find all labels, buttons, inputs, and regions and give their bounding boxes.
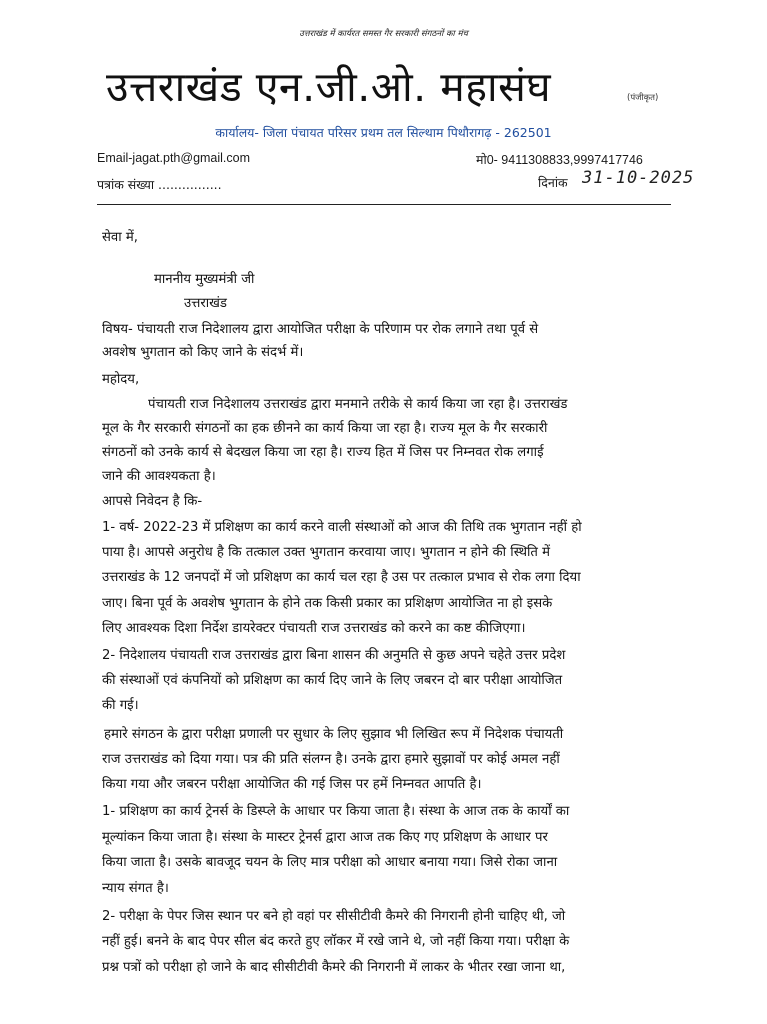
point-line: पाया है। आपसे अनुरोध है कि तत्काल उक्त भुगतान करवाया जाए। भुगतान न होने की स्थिति में [102,545,551,560]
point-line: 2- निदेशालय पंचायती राज उत्तराखंड द्वारा बिना शासन की अनुमति से कुछ अपने चहेते उत्तर प्रदेश [102,648,566,663]
paragraph-line: संगठनों को उनके कार्य से बेदखल किया जा रहा है। राज्य हित में जिस पर निम्नवत रोक लगाई [102,445,544,460]
point-line: मूल्यांकन किया जाता है। संस्था के मास्टर ट्रेनर्स द्वारा आज तक किए गए प्रशिक्षण के आधार पर [102,830,548,845]
office-address: कार्यालय- जिला पंचायत परिसर प्रथम तल सिल्थाम पिथौरागढ़ - 262501 [215,125,552,140]
mobile-numbers: मो0- 9411308833,9997417746 [476,153,643,167]
registered-mark: (पंजीकृत) [627,93,659,103]
date-label: दिनांक [538,175,568,190]
reference-number: पत्रांक संख्या ................ [97,177,222,192]
addressee-state: उत्तराखंड [184,296,227,311]
point-line: प्रश्न पत्रों को परीक्षा हो जाने के बाद सीसीटीवी कैमरे की निगरानी में लाकर के भीतर रखा जाना था, [102,960,566,975]
point-line: की संस्थाओं एवं कंपनियों को प्रशिक्षण का कार्य दिए जाने के लिए जबरन दो बार परीक्षा आयोजित [102,673,563,688]
paragraph-line: मूल के गैर सरकारी संगठनों का हक छीनने का कार्य किया जा रहा है। राज्य मूल के गैर सरकारी [102,421,548,436]
subject-line: अवशेष भुगतान को किए जाने के संदर्भ में। [102,345,304,360]
subject-line: विषय- पंचायती राज निदेशालय द्वारा आयोजित परीक्षा के परिणाम पर रोक लगाने तथा पूर्व से [102,322,539,337]
point-line: जाए। बिना पूर्व के अवशेष भुगतान के होने तक किसी प्रकार का प्रशिक्षण आयोजित ना हो इसके [102,596,553,611]
point-line: 1- वर्ष- 2022-23 में प्रशिक्षण का कार्य करने वाली संस्थाओं को आज की तिथि तक भुगतान नहीं हो [102,520,582,535]
greeting: महोदय, [102,372,140,387]
point-line: की गई। [102,698,139,713]
point-line: 1- प्रशिक्षण का कार्य ट्रेनर्स के डिस्प्ले के आधार पर किया जाता है। संस्था के आज तक के कार्यों का [102,804,570,819]
point-line: लिए आवश्यक दिशा निर्देश डायरेक्टर पंचायती राज उत्तराखंड को करने का कष्ट कीजिएगा। [102,621,526,636]
paragraph-line: राज उत्तराखंड को दिया गया। पत्र की प्रति संलग्न है। उनके द्वारा हमारे सुझावों पर कोई अमल नहीं [102,752,560,767]
paragraph-line: हमारे संगठन के द्वारा परीक्षा प्रणाली पर सुधार के लिए सुझाव भी लिखित रूप में निदेशक पंचायती [104,727,564,742]
paragraph-line: जाने की आवश्यकता है। [102,469,216,484]
salutation-to: सेवा में, [102,230,138,245]
point-line: 2- परीक्षा के पेपर जिस स्थान पर बने हो वहां पर सीसीटीवी कैमरे की निगरानी होनी चाहिए थी, जो [102,909,566,924]
org-tagline: उत्तराखंड में कार्यरत समस्त गैर सरकारी संगठनों का मंच [299,29,468,39]
addressee: माननीय मुख्यमंत्री जी [154,272,255,287]
point-line: किया जाता है। उसके बावजूद चयन के लिए मात्र परीक्षा को आधार बनाया गया। जिसे रोका जाना [102,855,558,870]
paragraph-line: किया गया और जबरन परीक्षा आयोजित की गई जिस पर हमें निम्नवत आपति है। [102,777,482,792]
date-value: 31-10-2025 [582,168,695,188]
email-address: Email-jagat.pth@gmail.com [97,151,251,165]
header-divider [97,204,671,205]
org-name: उत्तराखंड एन.जी.ओ. महासंघ [106,63,552,111]
point-line: न्याय संगत है। [102,881,169,896]
point-line: नहीं हुई। बनने के बाद पेपर सील बंद करते हुए लॉकर में रखे जाने थे, जो नहीं किया गया। परीक्षा के [102,934,570,949]
point-line: उत्तराखंड के 12 जनपदों में जो प्रशिक्षण का कार्य चल रहा है उस पर तत्काल प्रभाव से रोक लगा दिया [102,570,581,585]
paragraph-line: पंचायती राज निदेशालय उत्तराखंड द्वारा मनमाने तरीके से कार्य किया जा रहा है। उत्तराखंड [148,397,568,412]
request-intro: आपसे निवेदन है कि- [102,494,203,509]
